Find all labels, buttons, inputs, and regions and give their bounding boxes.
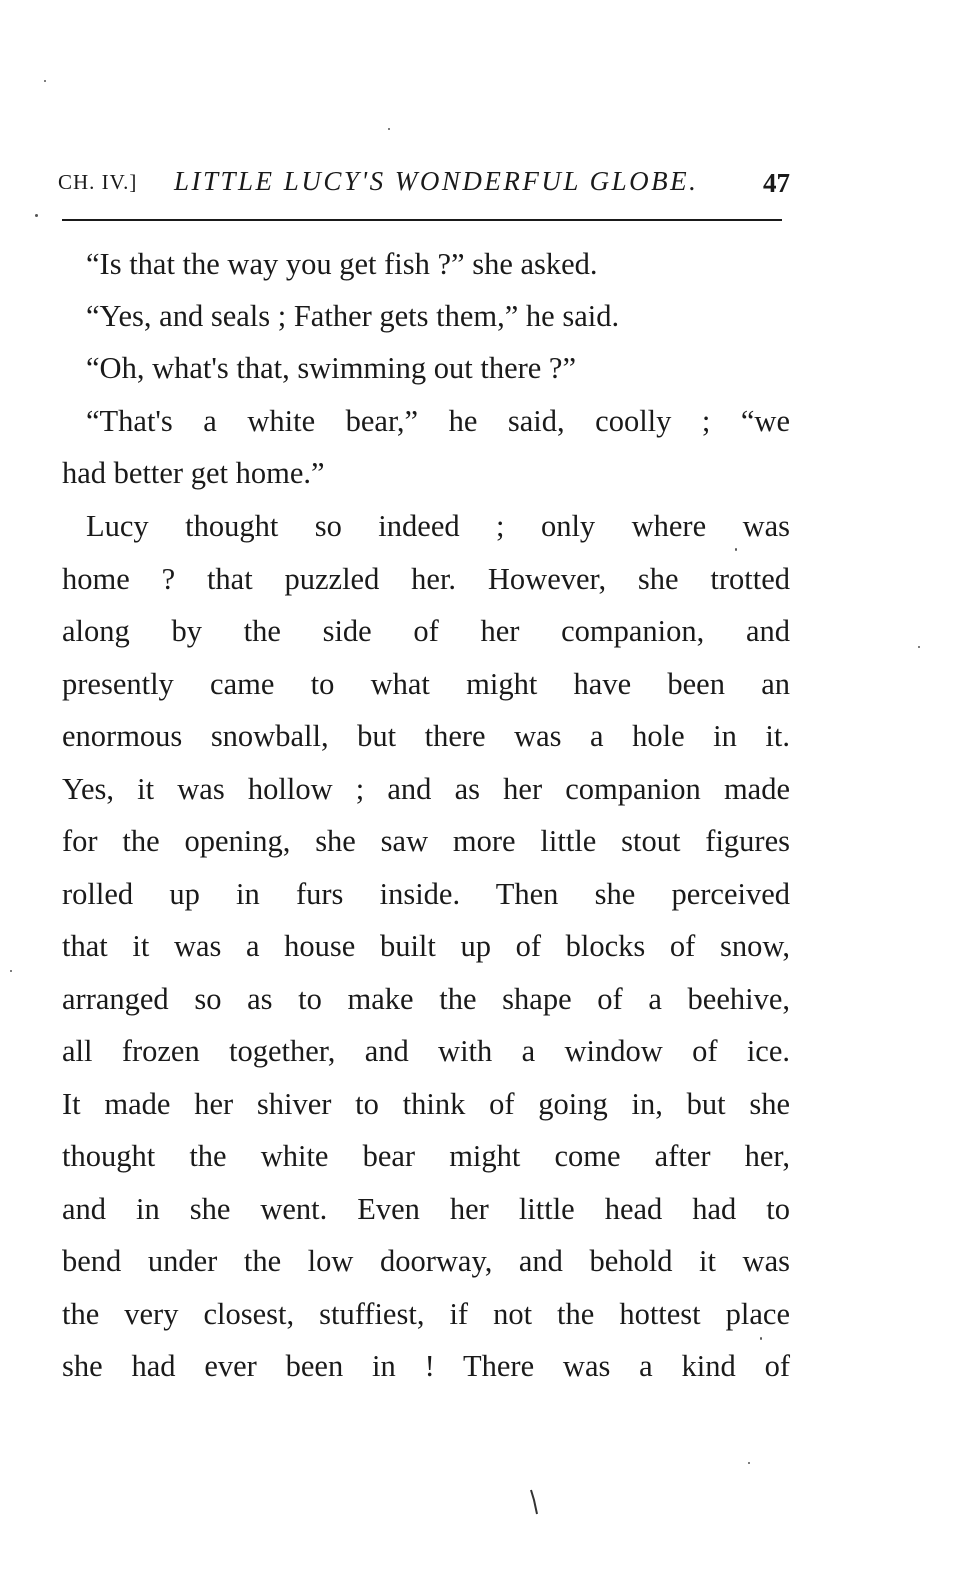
text-line: for the opening, she saw more little stout figures (62, 824, 790, 858)
text-line: bend under the low doorway, and behold it was (62, 1244, 790, 1278)
page-number: 47 (763, 168, 790, 198)
text-line: Yes, it was hollow ; and as her companion made (62, 772, 790, 806)
text-line: arranged so as to make the shape of a beehive, (62, 982, 790, 1016)
running-title: LITTLE LUCY'S WONDERFUL GLOBE. (174, 166, 699, 196)
text-line: along by the side of her companion, and (62, 614, 790, 648)
scan-speck (735, 548, 737, 551)
running-head (58, 166, 794, 206)
header-rule (62, 219, 782, 221)
chapter-marker: CH. IV.] (58, 170, 138, 194)
text-line: presently came to what might have been an (62, 667, 790, 701)
text-line: Lucy thought so indeed ; only where was (86, 509, 790, 543)
text-line: “Yes, and seals ; Father gets them,” he said. (86, 299, 620, 333)
text-line: all frozen together, and with a window of ice. (62, 1034, 790, 1068)
text-line: “Oh, what's that, swimming out there ?” (86, 351, 576, 385)
text-line: “That's a white bear,” he said, coolly ; “we (86, 404, 790, 438)
scan-speck (10, 970, 12, 972)
text-line: “Is that the way you get fish ?” she asked. (86, 247, 598, 281)
text-line: enormous snowball, but there was a hole in it. (62, 719, 790, 753)
text-line: rolled up in furs inside. Then she perceived (62, 877, 790, 911)
text-line: It made her shiver to think of going in, but she (62, 1087, 790, 1121)
scan-speck (760, 1337, 762, 1340)
page-mark (528, 1488, 542, 1518)
text-line: home ? that puzzled her. However, she trotted (62, 562, 790, 596)
text-line: she had ever been in ! There was a kind of (62, 1349, 790, 1383)
text-line: that it was a house built up of blocks of snow, (62, 929, 790, 963)
scan-speck (35, 214, 38, 217)
scan-speck (44, 80, 46, 82)
scan-speck (918, 646, 920, 648)
text-line: had better get home.” (62, 456, 325, 490)
text-line: the very closest, stuffiest, if not the hottest place (62, 1297, 790, 1331)
text-line: and in she went. Even her little head had to (62, 1192, 790, 1226)
scan-speck (388, 128, 390, 130)
scan-speck (748, 1462, 750, 1464)
text-line: thought the white bear might come after her, (62, 1139, 790, 1173)
